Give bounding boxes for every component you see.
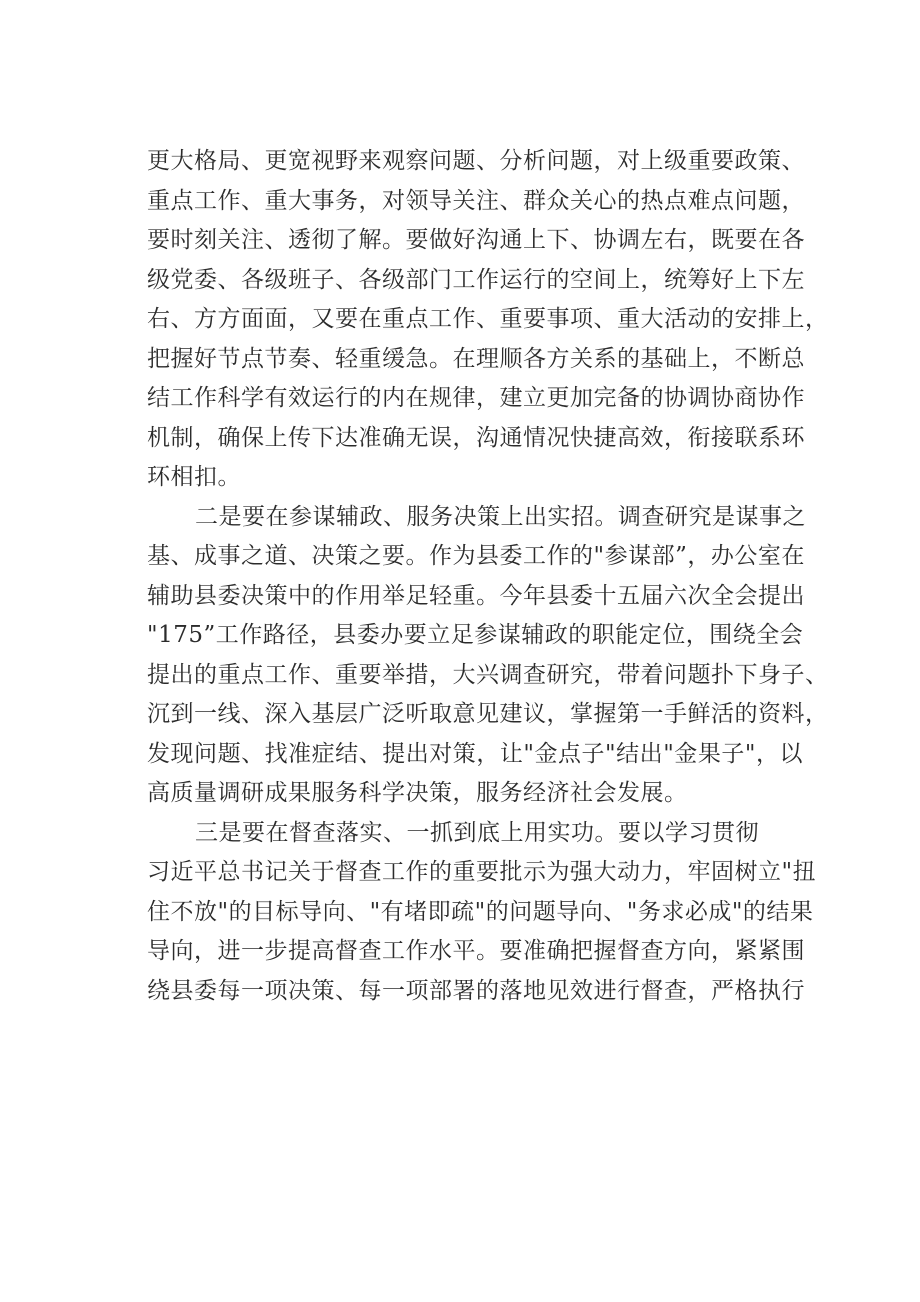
text-line: 沉到一线、深入基层广泛听取意见建议，掌握第一手鲜活的资料， bbox=[147, 701, 829, 727]
text-line: 发现问题、找准症结、提出对策，让"金点子"结出"金果子"，以 bbox=[147, 740, 803, 767]
text-line: 重点工作、重大事务，对领导关注、群众关心的热点难点问题， bbox=[147, 187, 805, 214]
text-line: "175”工作路径，县委办要立足参谋辅政的职能定位，围绕全会 bbox=[147, 622, 804, 648]
text-line: 要时刻关注、透彻了解。要做好沟通上下、协调左右，既要在各 bbox=[147, 227, 805, 253]
text-line: 绕县委每一项决策、每一项部署的落地见效进行督查，严格执行 bbox=[147, 977, 805, 1004]
text-line: 住不放"的目标导向、"有堵即疏"的问题导向、"务求必成"的结果 bbox=[147, 898, 814, 925]
text-line: 结工作科学有效运行的内在规律，建立更加完备的协调协商协作 bbox=[147, 385, 805, 411]
document-body bbox=[147, 142, 829, 1011]
text-line: 机制，确保上传下达准确无误，沟通情况快捷高效，衔接联系环 bbox=[147, 424, 805, 451]
text-line: 把握好节点节奏、轻重缓急。在理顺各方关系的基础上，不断总 bbox=[147, 345, 805, 372]
text-line: 三是要在督查落实、一抓到底上用实功。要以学习贯彻 bbox=[195, 819, 759, 846]
text-line: 提出的重点工作、重要举措，大兴调查研究，带着问题扑下身子、 bbox=[147, 661, 829, 688]
text-line: 级党委、各级班子、各级部门工作运行的空间上，统筹好上下左 bbox=[147, 266, 805, 293]
paragraph-2 bbox=[147, 498, 829, 814]
text-line: 环相扣。 bbox=[147, 464, 241, 490]
text-line: 习近平总书记关于督查工作的重要批示为强大动力，牢固树立"扭 bbox=[147, 859, 817, 885]
text-line: 二是要在参谋辅政、服务决策上出实招。调查研究是谋事之 bbox=[195, 503, 806, 530]
text-line: 高质量调研成果服务科学决策，服务经济社会发展。 bbox=[147, 780, 688, 806]
text-line: 右、方方面面，又要在重点工作、重要事项、重大活动的安排上， bbox=[147, 306, 829, 332]
paragraph-3 bbox=[147, 814, 817, 1012]
text-line: 基、成事之道、决策之要。作为县委工作的"参谋部”，办公室在 bbox=[147, 543, 805, 569]
text-line: 更大格局、更宽视野来观察问题、分析问题，对上级重要政策、 bbox=[147, 148, 805, 174]
text-line: 导向，进一步提高督查工作水平。要准确把握督查方向，紧紧围 bbox=[147, 938, 805, 964]
text-line: 辅助县委决策中的作用举足轻重。今年县委十五届六次全会提出 bbox=[147, 582, 805, 609]
paragraph-1 bbox=[147, 142, 829, 498]
